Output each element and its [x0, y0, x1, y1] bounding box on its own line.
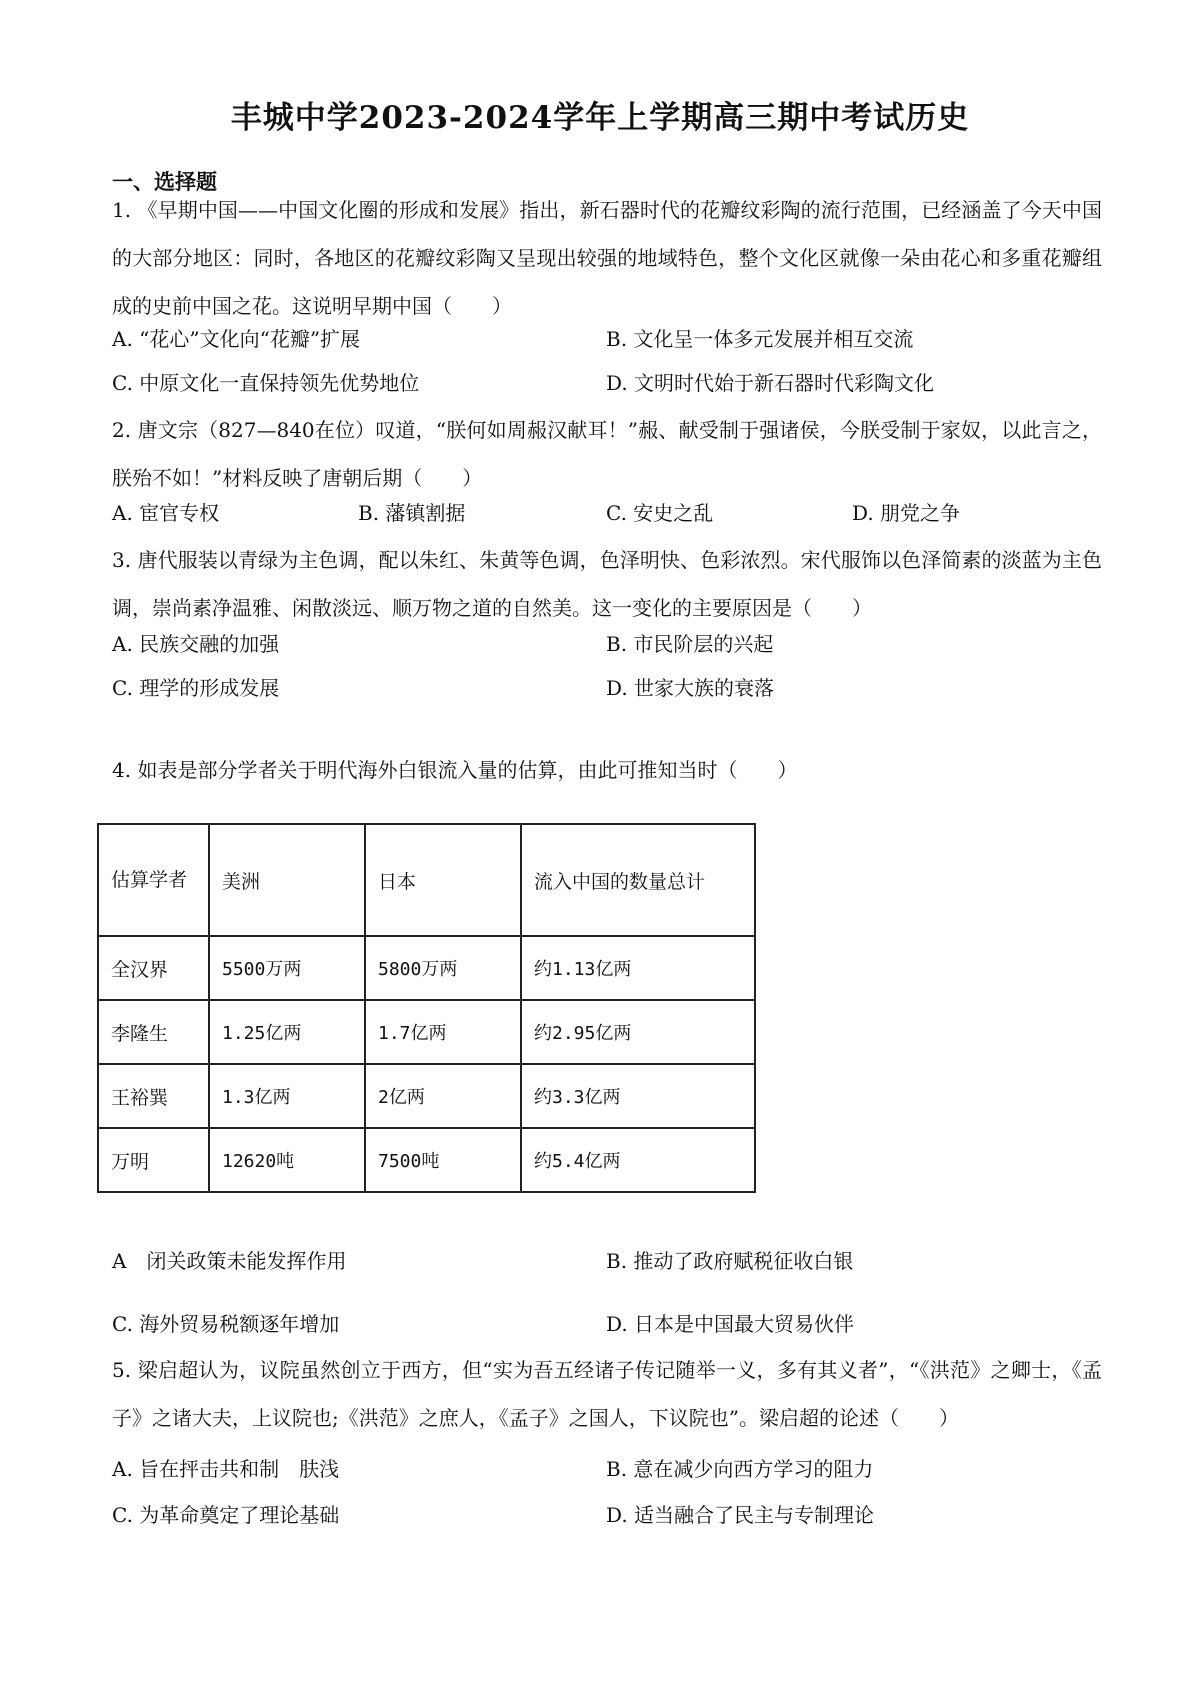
table-row — [98, 1000, 755, 1064]
question-4-option-d: D. 日本是中国最大贸易伙伴 — [606, 1312, 855, 1336]
question-3-option-d: D. 世家大族的衰落 — [606, 676, 775, 700]
table-header-row — [98, 824, 755, 936]
table-cell: 约1.13亿两 — [521, 936, 755, 1000]
table-header-cell: 流入中国的数量总计 — [521, 824, 755, 936]
table-cell: 5800万两 — [365, 936, 521, 1000]
table-cell: 7500吨 — [365, 1128, 521, 1192]
table-cell: 王裕巽 — [98, 1064, 209, 1128]
question-4-option-b: B. 推动了政府赋税征收白银 — [606, 1249, 854, 1273]
question-5-option-a: A. 旨在抨击共和制 肤浅 — [112, 1457, 340, 1481]
question-4-option-a: A 闭关政策未能发挥作用 — [112, 1249, 347, 1273]
question-2-option-c: C. 安史之乱 — [606, 501, 714, 525]
table-row — [98, 1128, 755, 1192]
question-2-option-b: B. 藩镇割据 — [358, 501, 466, 525]
table-row — [98, 1064, 755, 1128]
question-3-option-c: C. 理学的形成发展 — [112, 676, 280, 700]
table-cell: 2亿两 — [365, 1064, 521, 1128]
table-cell: 约2.95亿两 — [521, 1000, 755, 1064]
question-5-stem: 5. 梁启超认为，议院虽然创立于西方，但“实为吾五经诸子传记随举一义，多有其义者”，“《洪范》之卿士，《孟子》之诸大夫，上议院也;《洪范》之庶人，《孟子》之国人，下议院也”。梁启超的论述（ ） — [112, 1358, 1102, 1430]
table-cell: 万明 — [98, 1128, 209, 1192]
question-3-stem: 3. 唐代服装以青绿为主色调，配以朱红、朱黄等色调，色泽明快、色彩浓烈。宋代服饰以色泽简素的淡蓝为主色调，崇尚素净温雅、闲散淡远、顺万物之道的自然美。这一变化的主要原因是（ ） — [112, 548, 1102, 620]
table-cell: 1.25亿两 — [209, 1000, 365, 1064]
question-2-option-a: A. 宦官专权 — [112, 501, 220, 525]
table-header-cell: 估算学者 — [98, 824, 209, 936]
question-1-option-d: D. 文明时代始于新石器时代彩陶文化 — [606, 371, 935, 395]
section-heading: 一、选择题 — [112, 169, 217, 194]
table-cell: 12620吨 — [209, 1128, 365, 1192]
table-cell: 约5.4亿两 — [521, 1128, 755, 1192]
question-1-option-a: A. “花心”文化向“花瓣”扩展 — [112, 327, 361, 351]
table-cell: 李隆生 — [98, 1000, 209, 1064]
question-2-stem: 2. 唐文宗（827—840在位）叹道，“朕何如周赧汉献耳！”赧、献受制于强诸侯，今朕受制于家奴，以此言之，朕殆不如！”材料反映了唐朝后期（ ） — [112, 418, 1102, 490]
question-1-stem: 1. 《早期中国——中国文化圈的形成和发展》指出，新石器时代的花瓣纹彩陶的流行范围，已经涵盖了今天中国的大部分地区：同时，各地区的花瓣纹彩陶又呈现出较强的地域特色，整个文化区就像一朵由花心和多重花瓣组成的史前中国之花。这说明早期中国（ ） — [112, 198, 1102, 318]
question-3-option-a: A. 民族交融的加强 — [112, 632, 280, 656]
question-4-option-c: C. 海外贸易税额逐年增加 — [112, 1312, 340, 1336]
table-cell: 1.3亿两 — [209, 1064, 365, 1128]
question-3-option-b: B. 市民阶层的兴起 — [606, 632, 774, 656]
table-cell: 约3.3亿两 — [521, 1064, 755, 1128]
question-5-option-c: C. 为革命奠定了理论基础 — [112, 1503, 340, 1527]
table-cell: 1.7亿两 — [365, 1000, 521, 1064]
question-4-stem: 4. 如表是部分学者关于明代海外白银流入量的估算，由此可推知当时（ ） — [112, 758, 798, 782]
question-5-option-d: D. 适当融合了民主与专制理论 — [606, 1503, 875, 1527]
question-1-option-b: B. 文化呈一体多元发展并相互交流 — [606, 327, 914, 351]
question-5-option-b: B. 意在减少向西方学习的阻力 — [606, 1457, 874, 1481]
exam-title: 丰城中学2023-2024学年上学期高三期中考试历史 — [230, 100, 970, 136]
table-cell: 全汉界 — [98, 936, 209, 1000]
question-2-option-d: D. 朋党之争 — [852, 501, 961, 525]
table-cell: 5500万两 — [209, 936, 365, 1000]
table-row — [98, 936, 755, 1000]
silver-inflow-table — [97, 823, 756, 1193]
table-header-cell: 美洲 — [209, 824, 365, 936]
question-1-option-c: C. 中原文化一直保持领先优势地位 — [112, 371, 420, 395]
table-header-cell: 日本 — [365, 824, 521, 936]
